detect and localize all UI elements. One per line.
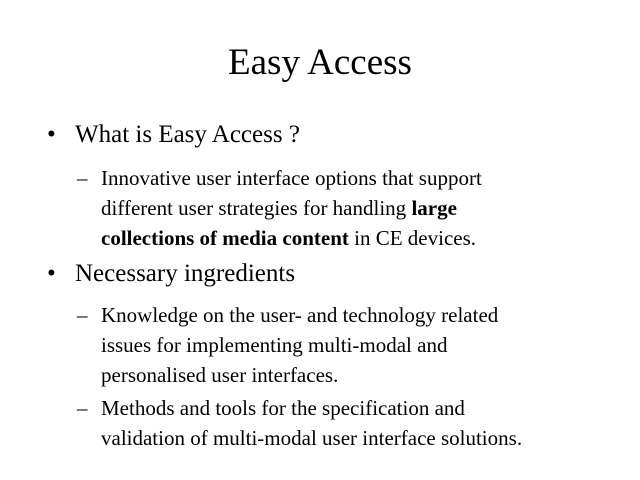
emphasis-text: large [411, 196, 457, 220]
bullet-necessary-ingredients [47, 259, 627, 289]
emphasis-text: collections of media content [101, 226, 349, 250]
sub-line: – Innovative user interface options that support [77, 163, 627, 193]
dash-glyph: – [77, 396, 88, 420]
sub-bullet-methods-tools [77, 393, 627, 453]
sub-line: validation of multi-modal user interface solutions. [101, 426, 523, 450]
bullet-text: What is Easy Access ? [75, 121, 300, 148]
sub-line: – Knowledge on the user- and technology related [77, 300, 627, 330]
bullet-what-is-easy-access [47, 120, 627, 150]
sub-line: personalised user interfaces. [101, 363, 339, 387]
slide-title: Easy Access [228, 42, 412, 83]
sub-line: issues for implementing multi-modal and [101, 333, 448, 357]
bullet-glyph: • [47, 260, 56, 287]
dash-glyph: – [77, 303, 88, 327]
sub-line: – Methods and tools for the specification and [77, 393, 627, 423]
sub-line: collections of media content in CE devices. [101, 226, 477, 250]
sub-bullet-innovative-ui [77, 163, 627, 253]
bullet-text: Necessary ingredients [75, 260, 296, 287]
dash-glyph: – [77, 166, 88, 190]
sub-line: different user strategies for handling large [101, 196, 457, 220]
bullet-glyph: • [47, 121, 56, 148]
sub-bullet-knowledge [77, 300, 627, 390]
